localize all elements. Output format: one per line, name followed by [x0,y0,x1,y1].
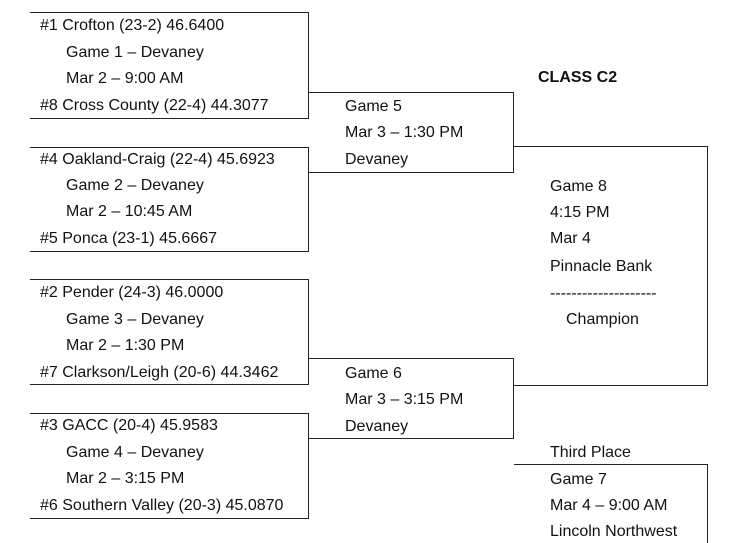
game-2-label: Game 2 – Devaney [66,177,204,194]
bracket-line [707,146,708,386]
game-8-date: Mar 4 [550,230,591,247]
bracket-line [514,385,708,386]
bracket-line [30,118,309,119]
game-8-time: 4:15 PM [550,204,610,221]
game-7-label: Game 7 [550,471,607,488]
game-6-venue: Devaney [345,418,409,435]
bracket-line [308,279,309,385]
bracket-line [30,147,309,148]
bracket-line [30,413,309,414]
game-5-time: Mar 3 – 1:30 PM [345,124,464,141]
game-3-team-b: #7 Clarkson/Leigh (20-6) 44.3462 [40,364,279,381]
bracket-line [514,464,708,465]
game-2-team-a: #4 Oakland-Craig (22-4) 45.6923 [40,151,275,168]
bracket-line [308,12,309,119]
game-6-label: Game 6 [345,365,402,382]
game-7-venue: Lincoln Northwest [550,523,678,540]
bracket-line [513,358,514,439]
game-6-time: Mar 3 – 3:15 PM [345,391,464,408]
game-3-label: Game 3 – Devaney [66,311,204,328]
bracket-line [309,438,514,439]
bracket-line [30,518,309,519]
game-4-time: Mar 2 – 3:15 PM [66,470,185,487]
game-3-time: Mar 2 – 1:30 PM [66,337,185,354]
game-4-team-a: #3 GACC (20-4) 45.9583 [40,417,218,434]
class-label: CLASS C2 [538,69,618,86]
bracket-line [30,12,309,13]
game-8-result: Champion [566,311,639,328]
game-1-team-b: #8 Cross County (22-4) 44.3077 [40,97,269,114]
bracket-line [309,172,514,173]
bracket-line [513,92,514,173]
game-8-separator: -------------------- [550,285,657,302]
game-1-label: Game 1 – Devaney [66,44,204,61]
game-4-label: Game 4 – Devaney [66,444,204,461]
bracket-line [30,251,309,252]
game-2-team-b: #5 Ponca (23-1) 45.6667 [40,230,218,247]
bracket-line [707,464,708,543]
bracket-line [309,92,514,93]
game-8-label: Game 8 [550,178,607,195]
game-5-venue: Devaney [345,151,409,168]
bracket-line [309,358,514,359]
game-8-venue: Pinnacle Bank [550,258,653,275]
bracket-line [514,146,708,147]
bracket-line [30,279,309,280]
bracket-line [308,413,309,519]
game-2-time: Mar 2 – 10:45 AM [66,203,193,220]
game-5-label: Game 5 [345,98,402,115]
game-3-team-a: #2 Pender (24-3) 46.0000 [40,284,224,301]
game-1-time: Mar 2 – 9:00 AM [66,70,184,87]
game-4-team-b: #6 Southern Valley (20-3) 45.0870 [40,497,284,514]
game-7-time: Mar 4 – 9:00 AM [550,497,668,514]
third-place-heading: Third Place [550,444,631,461]
game-1-team-a: #1 Crofton (23-2) 46.6400 [40,17,225,34]
bracket-line [30,384,309,385]
bracket-line [308,147,309,252]
